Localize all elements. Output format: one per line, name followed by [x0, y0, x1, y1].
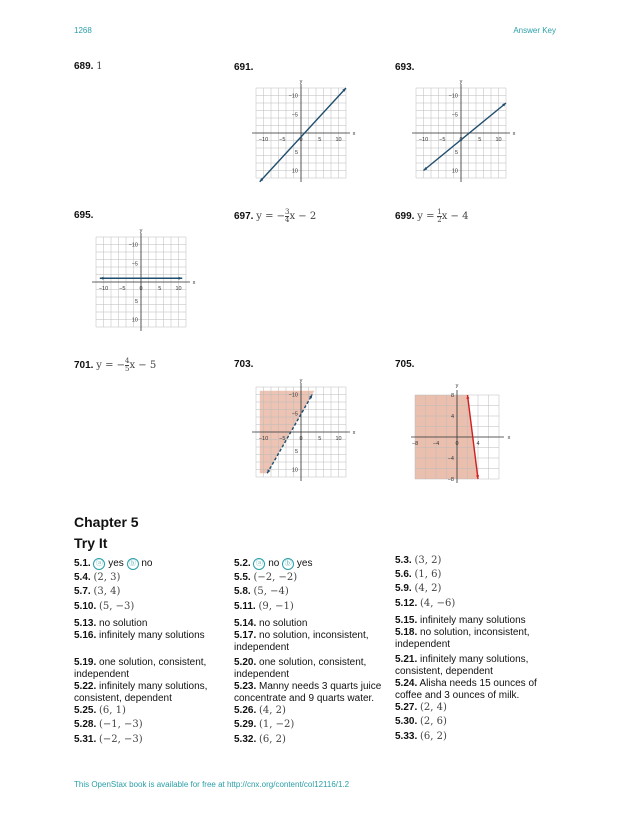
answer-number: 5.3.: [395, 555, 412, 566]
y-tick-label: 5: [294, 448, 298, 455]
answer-text-continued: independent: [234, 642, 290, 653]
problem-number: 701.: [74, 360, 94, 372]
try-it-answer: [395, 627, 555, 651]
answer-number: 5.2.: [234, 558, 251, 569]
ordered-pair: (6, 1): [99, 705, 126, 716]
graph-693: [404, 80, 519, 195]
problem-701: [74, 358, 156, 373]
x-tick-label: −4: [432, 441, 440, 447]
try-it-answer: [234, 657, 394, 681]
answer-number: 5.19.: [74, 657, 97, 668]
problem-691: 691.: [234, 62, 254, 73]
x-tick-label: −5: [439, 137, 446, 143]
answer-text: Manny needs 3 quarts juice: [259, 681, 382, 692]
x-axis-label: x: [512, 131, 516, 137]
y-axis-label: y: [459, 80, 463, 85]
answer-text: infinitely many solutions,: [99, 681, 208, 692]
y-tick-label: 4: [450, 414, 454, 420]
answer-number: 5.17.: [234, 630, 257, 641]
x-tick-label: 10: [495, 137, 502, 143]
answer-number: 5.6.: [395, 569, 412, 580]
x-tick-label: −10: [418, 137, 429, 143]
answer-number: 5.7.: [74, 586, 91, 597]
ordered-pair: (5, −4): [253, 586, 289, 597]
part-b-marker: ⓑ: [282, 558, 294, 570]
equation-rhs: x − 5: [129, 360, 157, 372]
fraction-numerator: 3: [285, 208, 290, 216]
answer-number: 5.8.: [234, 586, 251, 597]
try-it-answer: [74, 572, 234, 584]
y-axis-label: y: [139, 229, 143, 234]
y-tick-label: −4: [447, 456, 454, 462]
y-tick-label: 8: [450, 393, 454, 399]
x-axis-label: x: [507, 435, 511, 441]
answer-number: 5.24.: [395, 678, 418, 689]
x-axis-label: x: [352, 430, 356, 436]
y-axis-label: y: [455, 383, 459, 389]
y-axis-label: y: [299, 80, 303, 85]
answer-number: 5.29.: [234, 719, 257, 730]
ordered-pair: (4, −6): [420, 598, 456, 609]
answer-text: no solution: [259, 618, 308, 629]
answer-number: 5.10.: [74, 601, 97, 612]
chapter-title: Chapter 5: [74, 514, 139, 530]
ordered-pair: (9, −1): [258, 601, 294, 612]
ordered-pair: (4, 2): [414, 583, 442, 594]
try-it-answer: [234, 630, 394, 654]
try-it-answer: [395, 569, 555, 581]
ordered-pair: (3, 4): [93, 586, 121, 597]
part-a-marker: ⓐ: [93, 558, 105, 570]
try-it-answer: [74, 734, 234, 746]
answer-text-continued: coffee and 3 ounces of milk.: [395, 690, 520, 701]
equation-lhs: y = −: [256, 211, 286, 223]
ordered-pair: (−1, −3): [99, 719, 143, 730]
equation-lhs: y =: [417, 211, 435, 223]
fraction-numerator: 4: [125, 357, 130, 365]
x-tick-label: 5: [318, 436, 322, 442]
ordered-pair: (−2, −2): [253, 572, 298, 583]
arrowhead: [100, 277, 104, 280]
try-it-answer: [74, 630, 234, 642]
section-title: Try It: [74, 535, 108, 551]
try-it-answer: [395, 716, 555, 728]
part-b-answer: no: [138, 558, 153, 569]
y-tick-label: 5: [294, 149, 298, 156]
graph-705: [403, 375, 518, 487]
x-tick-label: −8: [411, 441, 419, 447]
try-it-answer: [74, 586, 234, 598]
x-tick-label: 0: [299, 137, 303, 143]
x-axis-label: x: [192, 280, 196, 286]
x-tick-label: −10: [258, 137, 269, 143]
problem-697: [234, 209, 316, 224]
try-it-answer: [395, 678, 555, 702]
answer-number: 5.14.: [234, 618, 257, 629]
y-tick-label: −10: [288, 392, 298, 399]
try-it-answer: [234, 558, 394, 570]
problem-703: 703.: [234, 359, 254, 370]
problem-705: 705.: [395, 359, 415, 370]
problem-number: 697.: [234, 211, 254, 223]
try-it-answer: [234, 572, 394, 584]
try-it-answer: [74, 657, 234, 681]
answer-text: no solution, inconsistent,: [420, 627, 530, 638]
graph-703: [244, 379, 359, 494]
answer-text: infinitely many solutions: [99, 630, 205, 641]
answer-number: 5.31.: [74, 734, 97, 745]
answer-number: 5.18.: [395, 627, 418, 638]
answer-number: 5.21.: [395, 654, 418, 665]
y-tick-label: 5: [134, 298, 138, 305]
x-tick-label: −5: [119, 286, 126, 292]
ordered-pair: (1, −2): [259, 719, 295, 730]
problem-699: [395, 209, 468, 224]
try-it-answer: [74, 681, 234, 705]
x-tick-label: 0: [139, 286, 143, 292]
answer-number: 5.30.: [395, 716, 418, 727]
ordered-pair: (6, 2): [259, 734, 286, 745]
answer-number: 5.32.: [234, 734, 257, 745]
arrowhead: [179, 277, 183, 280]
part-a-answer: yes: [105, 558, 127, 569]
answer-text: one solution, consistent,: [99, 657, 207, 668]
x-tick-label: −5: [279, 436, 286, 442]
try-it-answer: [395, 731, 555, 743]
try-it-answer: [74, 558, 234, 570]
y-tick-label: −10: [128, 242, 138, 249]
try-it-answer: [395, 615, 555, 627]
y-tick-label: −5: [451, 112, 458, 119]
equation-rhs: x − 4: [441, 211, 469, 223]
equation-lhs: y = −: [96, 360, 126, 372]
x-tick-label: −10: [258, 436, 269, 442]
equation-rhs: x − 2: [289, 211, 317, 223]
y-tick-label: 5: [454, 149, 458, 156]
answer-text-continued: consistent, dependent: [395, 666, 493, 677]
answer-text-continued: independent: [74, 669, 130, 680]
y-tick-label: −8: [447, 477, 454, 483]
part-a-answer: no: [265, 558, 283, 569]
fraction-numerator: 1: [437, 208, 442, 216]
answer-number: 5.1.: [74, 558, 91, 569]
answer-text-continued: independent: [234, 669, 290, 680]
answer-number: 5.4.: [74, 572, 91, 583]
graph-line: [260, 88, 346, 182]
try-it-answer: [74, 601, 234, 613]
answer-number: 5.11.: [234, 601, 256, 612]
y-tick-label: −5: [291, 112, 298, 119]
answer-text: no solution, inconsistent,: [259, 630, 369, 641]
try-it-answer: [74, 618, 234, 630]
graph-695: [84, 229, 199, 344]
ordered-pair: (2, 3): [93, 572, 121, 583]
answer-number: 5.26.: [234, 705, 257, 716]
y-tick-label: −10: [288, 93, 298, 100]
try-it-answer: [234, 618, 394, 630]
try-it-answer: [234, 734, 394, 746]
y-axis-label: y: [299, 379, 303, 384]
ordered-pair: (2, 4): [420, 702, 447, 713]
answer-number: 5.12.: [395, 598, 418, 609]
y-tick-label: 10: [451, 168, 458, 175]
part-b-answer: yes: [294, 558, 313, 569]
problem-number: 699.: [395, 211, 415, 223]
running-header: Answer Key: [513, 26, 556, 35]
problem-695: 695.: [74, 210, 94, 221]
ordered-pair: (6, 2): [420, 731, 447, 742]
fraction-denominator: 4: [285, 216, 290, 224]
page-number: 1268: [74, 26, 92, 35]
try-it-answer: [234, 719, 394, 731]
answer-text-continued: independent: [395, 639, 451, 650]
ordered-pair: (−2, −3): [99, 734, 143, 745]
footer-note: This OpenStax book is available for free at http://cnx.org/content/col12116/1.2: [74, 780, 350, 789]
ordered-pair: (1, 6): [414, 569, 442, 580]
answer: 1: [96, 61, 103, 72]
answer-number: 5.16.: [74, 630, 97, 641]
part-a-marker: ⓐ: [253, 558, 265, 570]
answer-text: one solution, consistent,: [259, 657, 367, 668]
try-it-answer: [234, 705, 394, 717]
answer-number: 5.25.: [74, 705, 97, 716]
y-tick-label: 10: [131, 317, 138, 324]
x-tick-label: 0: [299, 436, 303, 442]
answer-number: 5.23.: [234, 681, 257, 692]
try-it-answer: [395, 598, 555, 610]
problem-number: 689.: [74, 61, 94, 72]
answer-number: 5.15.: [395, 615, 418, 626]
answer-number: 5.20.: [234, 657, 257, 668]
ordered-pair: (2, 6): [420, 716, 447, 727]
answer-text-continued: consistent, dependent: [74, 693, 172, 704]
y-tick-label: −5: [131, 261, 138, 268]
answer-text-continued: concentrate and 9 quarts water.: [234, 693, 375, 704]
graph-line: [424, 103, 507, 171]
try-it-answer: [234, 681, 394, 705]
graph-691: [244, 80, 359, 195]
problem-693: 693.: [395, 62, 415, 73]
answer-number: 5.28.: [74, 719, 97, 730]
fraction-denominator: 5: [125, 365, 130, 373]
ordered-pair: (5, −3): [99, 601, 135, 612]
x-tick-label: 4: [476, 441, 480, 447]
ordered-pair: (4, 2): [259, 705, 286, 716]
y-tick-label: 10: [291, 168, 298, 175]
try-it-answer: [234, 601, 394, 613]
answer-number: 5.9.: [395, 583, 412, 594]
try-it-answer: [74, 719, 234, 731]
try-it-answer: [395, 654, 555, 678]
try-it-answer: [395, 583, 555, 595]
answer-number: 5.5.: [234, 572, 251, 583]
answer-number: 5.22.: [74, 681, 97, 692]
answer-number: 5.27.: [395, 702, 418, 713]
x-tick-label: 5: [318, 137, 322, 143]
try-it-answer: [234, 586, 394, 598]
try-it-answer: [74, 705, 234, 717]
answer-text: no solution: [99, 618, 148, 629]
answer-number: 5.33.: [395, 731, 418, 742]
problem-689: [74, 61, 103, 72]
x-tick-label: 10: [335, 137, 342, 143]
y-tick-label: −5: [291, 411, 298, 418]
try-it-answer: [395, 702, 555, 714]
ordered-pair: (3, 2): [414, 555, 442, 566]
answer-text: infinitely many solutions,: [420, 654, 529, 665]
x-tick-label: 0: [455, 441, 459, 447]
fraction-denominator: 2: [437, 216, 442, 224]
y-tick-label: −10: [448, 93, 458, 100]
answer-text: infinitely many solutions: [420, 615, 526, 626]
part-b-marker: ⓑ: [127, 558, 139, 570]
answer-text: Alisha needs 15 ounces of: [419, 678, 537, 689]
x-tick-label: 10: [175, 286, 182, 292]
x-tick-label: 5: [478, 137, 482, 143]
x-axis-label: x: [352, 131, 356, 137]
x-tick-label: 10: [335, 436, 342, 442]
answer-number: 5.13.: [74, 618, 97, 629]
x-tick-label: 5: [158, 286, 162, 292]
y-tick-label: 10: [291, 467, 298, 474]
x-tick-label: −5: [279, 137, 286, 143]
x-tick-label: −10: [98, 286, 109, 292]
try-it-answer: [395, 555, 555, 567]
